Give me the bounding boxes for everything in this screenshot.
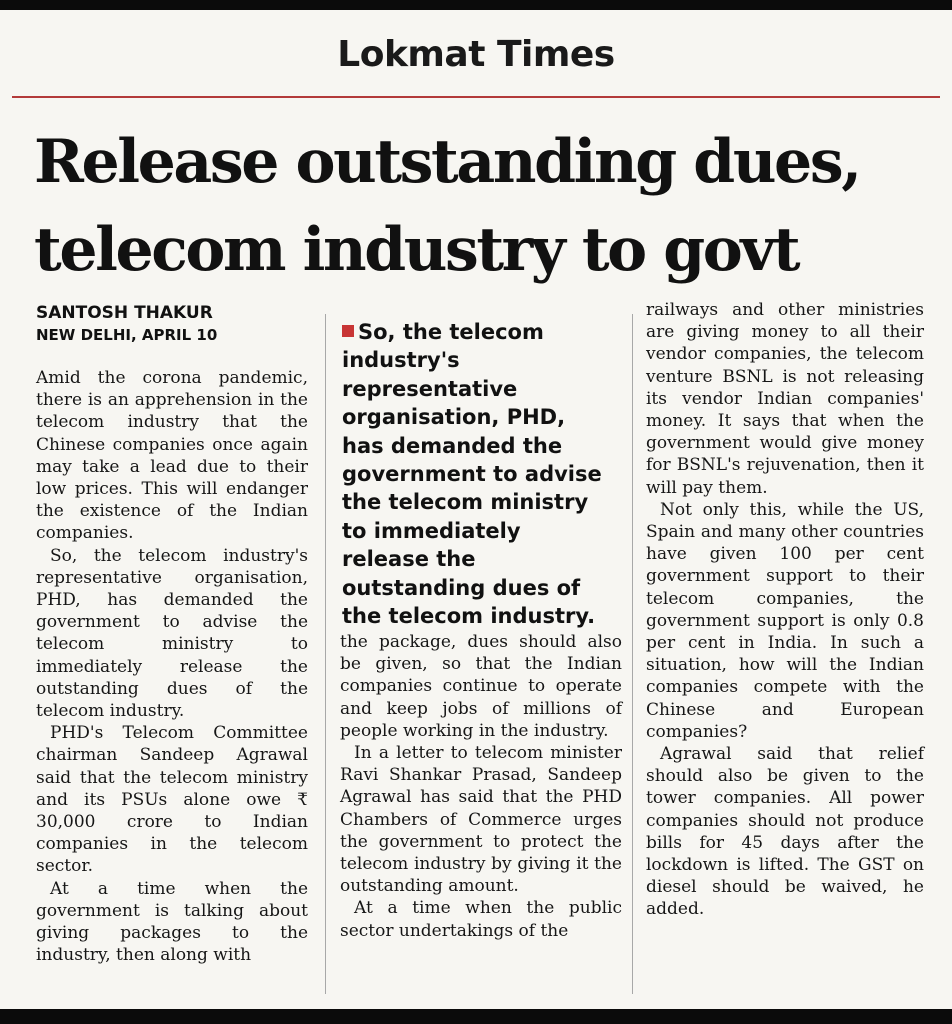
paragraph: railways and other ministries are giving money to all their vendor companies, the telecom venture BSNL is not releasing its vendor Indian companies' money. It says that when the government would give money for BSNL's rejuvenation, then it will pay them. (646, 300, 924, 498)
newspaper-clipping (0, 10, 952, 1009)
pull-quote-marker-icon (342, 325, 354, 337)
paragraph: Agrawal said that relief should also be given to the tower companies. All power companies should not produce bills for 45 days after the lockdown is lifted. The GST on diesel should be waived, he added. (646, 744, 924, 920)
headline: Release outstanding dues, telecom industry to govt (34, 127, 860, 285)
column-divider (325, 314, 326, 994)
paragraph: So, the telecom industry's representative organisation, PHD, has demanded the government to advise the telecom ministry to immediately release the outstanding dues of the telecom industry. (36, 545, 308, 722)
paragraph: PHD's Telecom Committee chairman Sandeep Agrawal said that the telecom ministry and its PSUs alone owe ₹ 30,000 crore to Indian companies in the telecom sector. (36, 723, 308, 877)
paragraph: Not only this, while the US, Spain and many other countries have given 100 per cent government support to their telecom companies, the government support is only 0.8 per cent in India. In such a situation, how will the Indian companies compete with the Chinese and European companies? (646, 499, 924, 742)
paragraph: At a time when the public sector undertakings of the (340, 898, 622, 941)
paragraph: Amid the corona pandemic, there is an apprehension in the telecom industry that the Chinese companies once again may take a lead due to their low prices. This will endanger the existence of the Indian companies. (36, 368, 308, 544)
paragraph: the package, dues should also be given, so that the Indian companies continue to operate and keep jobs of millions of people working in the industry. (340, 632, 622, 741)
article-column-3 (646, 299, 924, 921)
byline-author: SANTOSH THAKUR (36, 303, 213, 323)
pull-quote-text: So, the telecom industry's representative organisation, PHD, has demanded the government to advise the telecom ministry to immediately release the outstanding dues of the telecom industry. (342, 320, 602, 629)
byline (36, 302, 217, 346)
masthead-rule (12, 96, 940, 98)
byline-dateline: NEW DELHI, APRIL 10 (36, 326, 218, 344)
paragraph: In a letter to telecom minister Ravi Shankar Prasad, Sandeep Agrawal has said that the PHD Chambers of Commerce urges the government to protect the telecom industry by giving it the outstanding amount. (340, 743, 622, 897)
article-column-1 (36, 367, 308, 966)
article-column-2 (340, 631, 622, 942)
column-divider (632, 314, 633, 994)
masthead: Lokmat Times (337, 34, 615, 75)
paragraph: At a time when the government is talking about giving packages to the industry, then along with (36, 878, 308, 966)
pull-quote (342, 318, 612, 630)
